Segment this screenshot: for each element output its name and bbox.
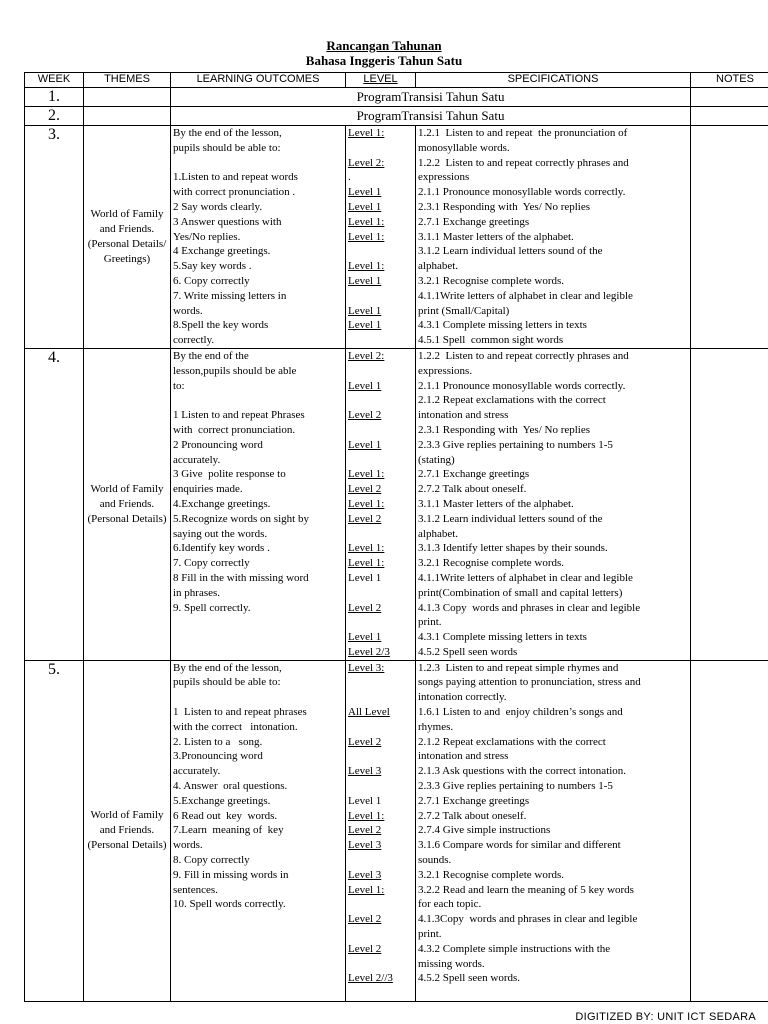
specification-line bbox=[418, 986, 688, 1001]
level-label bbox=[348, 749, 413, 764]
specification-line: for each topic. bbox=[418, 898, 482, 911]
learning-outcome-line: 9. Fill in missing words in bbox=[173, 868, 289, 881]
learning-outcome-line: 2. Listen to a song. bbox=[173, 735, 263, 748]
learning-outcome-line: 3 Give polite response to bbox=[173, 468, 286, 481]
learning-outcomes-cell bbox=[171, 126, 346, 349]
specification-line: sounds. bbox=[418, 854, 452, 867]
level-label bbox=[348, 690, 413, 705]
learning-outcome-line: correctly. bbox=[173, 334, 215, 347]
specification-line: intonation and stress bbox=[418, 750, 509, 763]
learning-outcome-line bbox=[173, 912, 343, 927]
specification-line: (stating) bbox=[418, 453, 455, 466]
learning-outcome-line: words. bbox=[173, 304, 203, 317]
level-label bbox=[348, 927, 413, 942]
specification-line: 2.1.1 Pronounce monosyllable words correctly. bbox=[418, 379, 626, 392]
learning-outcomes-cell bbox=[171, 348, 346, 660]
table-header-row bbox=[25, 73, 768, 88]
level-label bbox=[348, 897, 413, 912]
specification-line: 3.1.1 Master letters of the alphabet. bbox=[418, 230, 574, 243]
specification-line: alphabet. bbox=[418, 260, 459, 273]
level-label: Level 3 bbox=[348, 839, 382, 852]
specifications-cell bbox=[416, 348, 691, 660]
learning-outcome-line bbox=[173, 630, 343, 645]
specification-line: 3.2.1 Recognise complete words. bbox=[418, 557, 565, 570]
document-subtitle: Bahasa Inggeris Tahun Satu bbox=[305, 53, 463, 68]
level-label bbox=[348, 675, 413, 690]
learning-outcome-line: 2 Say words clearly. bbox=[173, 200, 263, 213]
level-label: Level 2 bbox=[348, 409, 382, 422]
specifications-cell bbox=[416, 126, 691, 349]
learning-outcome-line: to: bbox=[173, 379, 185, 392]
specification-line: 2.1.1 Pronounce monosyllable words correctly. bbox=[418, 186, 626, 199]
learning-outcome-line bbox=[173, 957, 343, 972]
level-label: Level 1 bbox=[348, 186, 382, 199]
theme-cell: World of Family and Friends. (Personal Details) bbox=[84, 348, 171, 660]
learning-outcome-line: sentences. bbox=[173, 883, 218, 896]
level-label bbox=[348, 364, 413, 379]
level-label: Level 2: bbox=[348, 156, 385, 169]
learning-outcome-line: 4. Answer oral questions. bbox=[173, 780, 288, 793]
level-label bbox=[348, 141, 413, 156]
specification-line: print(Combination of small and capital letters) bbox=[418, 586, 623, 599]
specification-line: 4.3.1 Complete missing letters in texts bbox=[418, 319, 587, 332]
level-label: Level 1: bbox=[348, 468, 385, 481]
specification-line: missing words. bbox=[418, 957, 485, 970]
level-label: Level 2//3 bbox=[348, 972, 393, 985]
learning-outcome-line: 1.Listen to and repeat words bbox=[173, 171, 298, 184]
level-label: Level 1 bbox=[348, 571, 382, 584]
level-label bbox=[348, 289, 413, 304]
annual-plan-table bbox=[24, 72, 768, 1002]
specification-line: 2.7.1 Exchange greetings bbox=[418, 215, 530, 228]
learning-outcome-line bbox=[173, 615, 343, 630]
learning-outcome-line bbox=[173, 393, 343, 408]
level-label: Level 3 bbox=[348, 868, 382, 881]
specifications-cell bbox=[416, 660, 691, 1001]
learning-outcome-line: 10. Spell words correctly. bbox=[173, 898, 286, 911]
specification-line: intonation correctly. bbox=[418, 691, 507, 704]
learning-outcome-line bbox=[173, 690, 343, 705]
specification-line: 1.2.3 Listen to and repeat simple rhymes and bbox=[418, 661, 619, 674]
theme-cell bbox=[84, 107, 171, 126]
level-cell bbox=[346, 660, 416, 1001]
program-cell: ProgramTransisi Tahun Satu bbox=[171, 107, 691, 126]
learning-outcome-line: 4.Exchange greetings. bbox=[173, 497, 271, 510]
level-label: . bbox=[348, 171, 351, 184]
learning-outcome-line: 8 Fill in the with missing word bbox=[173, 571, 309, 584]
level-label bbox=[348, 333, 413, 348]
learning-outcome-line: with the correct intonation. bbox=[173, 720, 298, 733]
learning-outcome-line: lesson,pupils should be able bbox=[173, 364, 297, 377]
level-label bbox=[348, 453, 413, 468]
table-row bbox=[25, 348, 768, 660]
learning-outcome-line: 4 Exchange greetings. bbox=[173, 245, 271, 258]
specification-line: 2.7.2 Talk about oneself. bbox=[418, 483, 527, 496]
level-label: Level 2 bbox=[348, 601, 382, 614]
specification-line: print. bbox=[418, 616, 442, 629]
learning-outcome-line: 1 Listen to and repeat Phrases bbox=[173, 409, 305, 422]
specification-line: 3.2.2 Read and learn the meaning of 5 key words bbox=[418, 883, 634, 896]
learning-outcomes-cell bbox=[171, 660, 346, 1001]
specification-line: 4.3.1 Complete missing letters in texts bbox=[418, 631, 587, 644]
level-label bbox=[348, 393, 413, 408]
level-label bbox=[348, 853, 413, 868]
learning-outcome-line: 3.Pronouncing word bbox=[173, 750, 263, 763]
theme-cell: World of Family and Friends. (Personal Details) bbox=[84, 660, 171, 1001]
level-label bbox=[348, 423, 413, 438]
level-cell bbox=[346, 348, 416, 660]
level-label bbox=[348, 586, 413, 601]
specification-line: songs paying attention to pronunciation, stress and bbox=[418, 676, 641, 689]
level-label: Level 1: bbox=[348, 215, 385, 228]
level-label bbox=[348, 527, 413, 542]
learning-outcome-line: 1 Listen to and repeat phrases bbox=[173, 706, 307, 719]
level-label: Level 2 bbox=[348, 824, 382, 837]
learning-outcome-line: 5.Recognize words on sight by bbox=[173, 512, 309, 525]
level-label: Level 3: bbox=[348, 661, 385, 674]
specification-line: 3.2.1 Recognise complete words. bbox=[418, 868, 565, 881]
level-label: Level 1 bbox=[348, 274, 382, 287]
specification-line: 3.2.1 Recognise complete words. bbox=[418, 274, 565, 287]
level-label: Level 2 bbox=[348, 483, 382, 496]
learning-outcome-line: pupils should be able to: bbox=[173, 676, 281, 689]
specification-line: intonation and stress bbox=[418, 409, 509, 422]
specification-line: 2.1.2 Repeat exclamations with the correct bbox=[418, 394, 606, 407]
level-label bbox=[348, 615, 413, 630]
specification-line: 1.2.2 Listen to and repeat correctly phrases and bbox=[418, 156, 629, 169]
week-number: 5. bbox=[25, 660, 84, 1001]
learning-outcome-line: 6. Copy correctly bbox=[173, 274, 250, 287]
week-number: 1. bbox=[25, 88, 84, 107]
specification-line: monosyllable words. bbox=[418, 141, 510, 154]
learning-outcome-line bbox=[173, 156, 343, 171]
specification-line: 4.1.3 Copy words and phrases in clear and legible bbox=[418, 601, 641, 614]
notes-cell bbox=[691, 107, 768, 126]
level-label: Level 1 bbox=[348, 379, 382, 392]
learning-outcome-line: enquiries made. bbox=[173, 483, 243, 496]
level-label: Level 1 bbox=[348, 438, 382, 451]
specification-line: print. bbox=[418, 928, 442, 941]
specification-line: 4.3.2 Complete simple instructions with the bbox=[418, 942, 611, 955]
learning-outcome-line: 8.Spell the key words bbox=[173, 319, 269, 332]
learning-outcome-line: pupils should be able to: bbox=[173, 141, 281, 154]
specification-line: alphabet. bbox=[418, 527, 459, 540]
level-label: Level 1: bbox=[348, 230, 385, 243]
specification-line: rhymes. bbox=[418, 720, 454, 733]
learning-outcome-line: Yes/No replies. bbox=[173, 230, 241, 243]
learning-outcome-line: By the end of the bbox=[173, 349, 249, 362]
table-row bbox=[25, 126, 768, 349]
specification-line: 2.7.4 Give simple instructions bbox=[418, 824, 551, 837]
table-row bbox=[25, 107, 768, 126]
level-label: Level 1: bbox=[348, 260, 385, 273]
header-specifications: SPECIFICATIONS bbox=[416, 73, 691, 88]
week-number: 4. bbox=[25, 348, 84, 660]
theme-cell bbox=[84, 88, 171, 107]
learning-outcome-line: with correct pronunciation . bbox=[173, 186, 296, 199]
specification-line: 1.2.1 Listen to and repeat the pronunciation of bbox=[418, 127, 628, 139]
specification-line: 2.3.1 Responding with Yes/ No replies bbox=[418, 423, 591, 436]
specification-line: 2.7.2 Talk about oneself. bbox=[418, 809, 527, 822]
learning-outcome-line: 7. Write missing letters in bbox=[173, 289, 287, 302]
learning-outcome-line bbox=[173, 942, 343, 957]
learning-outcome-line: accurately. bbox=[173, 453, 221, 466]
specification-line: 4.5.2 Spell seen words. bbox=[418, 972, 521, 985]
level-label: Level 1: bbox=[348, 809, 385, 822]
learning-outcome-line: 5.Exchange greetings. bbox=[173, 794, 271, 807]
specification-line: 2.1.2 Repeat exclamations with the correct bbox=[418, 735, 606, 748]
header-learning-outcomes: LEARNING OUTCOMES bbox=[171, 73, 346, 88]
level-label: Level 1: bbox=[348, 542, 385, 555]
specification-line: 2.3.3 Give replies pertaining to numbers 1-5 bbox=[418, 438, 613, 451]
level-label: Level 3 bbox=[348, 765, 382, 778]
table-row bbox=[25, 88, 768, 107]
level-label: Level 1: bbox=[348, 497, 385, 510]
specification-line: 2.7.1 Exchange greetings bbox=[418, 468, 530, 481]
level-label: Level 2 bbox=[348, 512, 382, 525]
theme-cell: World of Family and Friends. (Personal Details/ Greetings) bbox=[84, 126, 171, 349]
specification-line: 1.2.2 Listen to and repeat correctly phrases and bbox=[418, 349, 629, 362]
specification-line: 2.1.3 Ask questions with the correct intonation. bbox=[418, 765, 627, 778]
level-label bbox=[348, 986, 413, 1001]
header-notes: NOTES bbox=[691, 73, 768, 88]
learning-outcome-line: 9. Spell correctly. bbox=[173, 601, 251, 614]
learning-outcome-line: 6.Identify key words . bbox=[173, 542, 270, 555]
level-label: Level 2/3 bbox=[348, 645, 390, 658]
learning-outcome-line: accurately. bbox=[173, 765, 221, 778]
notes-cell bbox=[691, 88, 768, 107]
learning-outcome-line bbox=[173, 645, 343, 660]
specification-line: 3.1.2 Learn individual letters sound of the bbox=[418, 512, 603, 525]
level-label bbox=[348, 779, 413, 794]
document-title: Rancangan Tahunan bbox=[326, 38, 442, 53]
learning-outcome-line: 6 Read out key words. bbox=[173, 809, 278, 822]
specification-line: expressions bbox=[418, 171, 470, 184]
level-label bbox=[348, 720, 413, 735]
learning-outcome-line: 2 Pronouncing word bbox=[173, 438, 263, 451]
learning-outcome-line: 8. Copy correctly bbox=[173, 854, 250, 867]
level-label: Level 1: bbox=[348, 883, 385, 896]
specification-line: 3.1.2 Learn individual letters sound of the bbox=[418, 245, 603, 258]
table-row bbox=[25, 660, 768, 1001]
specification-line: 4.5.2 Spell seen words bbox=[418, 645, 518, 658]
header-themes: THEMES bbox=[84, 73, 171, 88]
notes-cell bbox=[691, 348, 768, 660]
notes-cell bbox=[691, 126, 768, 349]
notes-cell bbox=[691, 660, 768, 1001]
specification-line: 2.3.3 Give replies pertaining to numbers 1-5 bbox=[418, 780, 613, 793]
header-week: WEEK bbox=[25, 73, 84, 88]
week-number: 3. bbox=[25, 126, 84, 349]
level-label: All Level bbox=[348, 706, 390, 719]
learning-outcome-line bbox=[173, 971, 343, 986]
learning-outcome-line: words. bbox=[173, 839, 203, 852]
specification-line: 3.1.1 Master letters of the alphabet. bbox=[418, 497, 574, 510]
digitized-by-footer: DIGITIZED BY: UNIT ICT SEDARA bbox=[575, 1011, 756, 1023]
learning-outcome-line: 3 Answer questions with bbox=[173, 215, 282, 228]
learning-outcome-line: with correct pronunciation. bbox=[173, 423, 296, 436]
specification-line: 2.3.1 Responding with Yes/ No replies bbox=[418, 200, 591, 213]
specification-line: 2.7.1 Exchange greetings bbox=[418, 794, 530, 807]
learning-outcome-line: saying out the words. bbox=[173, 527, 268, 540]
specification-line: 1.6.1 Listen to and enjoy children’s songs and bbox=[418, 706, 623, 719]
level-label: Level 2 bbox=[348, 913, 382, 926]
level-label: Level 1 bbox=[348, 794, 382, 807]
level-label: Level 1: bbox=[348, 127, 385, 139]
specification-line: 3.1.6 Compare words for similar and different bbox=[418, 839, 621, 852]
level-label bbox=[348, 244, 413, 259]
learning-outcome-line: in phrases. bbox=[173, 586, 221, 599]
specification-line: expressions. bbox=[418, 364, 473, 377]
level-cell bbox=[346, 126, 416, 349]
level-label: Level 1 bbox=[348, 200, 382, 213]
level-label: Level 1 bbox=[348, 319, 382, 332]
header-level: LEVEL bbox=[346, 73, 416, 88]
level-label: Level 1 bbox=[348, 304, 382, 317]
specification-line: 4.1.3Copy words and phrases in clear and legible bbox=[418, 913, 638, 926]
specification-line: print (Small/Capital) bbox=[418, 304, 510, 317]
specification-line: 3.1.3 Identify letter shapes by their sounds. bbox=[418, 542, 608, 555]
level-label: Level 2 bbox=[348, 942, 382, 955]
level-label: Level 1: bbox=[348, 557, 385, 570]
week-number: 2. bbox=[25, 107, 84, 126]
level-label: Level 1 bbox=[348, 631, 382, 644]
learning-outcome-line bbox=[173, 986, 343, 1001]
learning-outcome-line: By the end of the lesson, bbox=[173, 127, 282, 139]
specification-line: 4.5.1 Spell common sight words bbox=[418, 334, 564, 347]
learning-outcome-line bbox=[173, 927, 343, 942]
learning-outcome-line: 5.Say key words . bbox=[173, 260, 252, 273]
learning-outcome-line: 7.Learn meaning of key bbox=[173, 824, 284, 837]
specification-line: 4.1.1Write letters of alphabet in clear and legible bbox=[418, 571, 633, 584]
specification-line: 4.1.1Write letters of alphabet in clear and legible bbox=[418, 289, 633, 302]
learning-outcome-line: 7. Copy correctly bbox=[173, 557, 250, 570]
level-label: Level 2: bbox=[348, 349, 385, 362]
level-label: Level 2 bbox=[348, 735, 382, 748]
learning-outcome-line: By the end of the lesson, bbox=[173, 661, 282, 674]
level-label bbox=[348, 957, 413, 972]
program-cell: ProgramTransisi Tahun Satu bbox=[171, 88, 691, 107]
